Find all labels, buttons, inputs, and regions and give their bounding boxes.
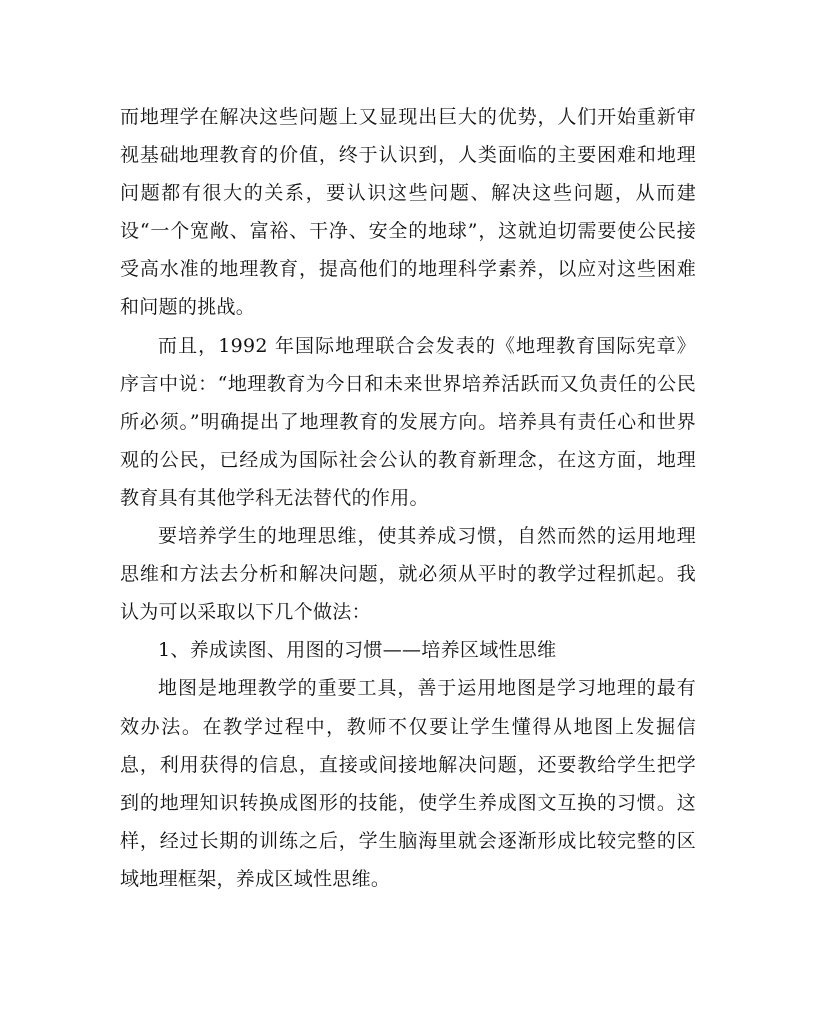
- paragraph-continuation: 而地理学在解决这些问题上又显现出巨大的优势，人们开始重新审视基础地理教育的价值，终于认识到，人类面临的主要困难和地理问题都有很大的关系，要认识这些问题、解决这些问题，从而建设“一个宽敞、富裕、干净、安全的地球”，这就迫切需要使公民接受高水准的地理教育，提高他们的地理科学素养，以应对这些困难和问题的挑战。: [120, 106, 696, 319]
- section-heading-1: 1、养成读图、用图的习惯——培养区域性思维: [158, 639, 557, 662]
- document-body: [120, 98, 696, 898]
- paragraph-map-usage: 地图是地理教学的重要工具，善于运用地图是学习地理的最有效办法。在教学过程中，教师不仅要让学生懂得从地图上发掘信息，利用获得的信息，直接或间接地解决问题，还要教给学生把学到的地理知识转换成图形的技能，使学生养成图文互换的习惯。这样，经过长期的训练之后，学生脑海里就会逐渐形成比较完整的区域地理框架，养成区域性思维。: [120, 677, 696, 890]
- paragraph-charter: 而且，1992 年国际地理联合会发表的《地理教育国际宪章》序言中说：“地理教育为今日和未来世界培养活跃而又负责任的公民所必须。”明确提出了地理教育的发展方向。培养具有责任心和世界观的公民，已经成为国际社会公认的教育新理念，在这方面，地理教育具有其他学科无法替代的作用。: [120, 334, 696, 509]
- paragraph-methods-intro: 要培养学生的地理思维，使其养成习惯，自然而然的运用地理思维和方法去分析和解决问题，就必须从平时的教学过程抓起。我认为可以采取以下几个做法：: [120, 525, 696, 624]
